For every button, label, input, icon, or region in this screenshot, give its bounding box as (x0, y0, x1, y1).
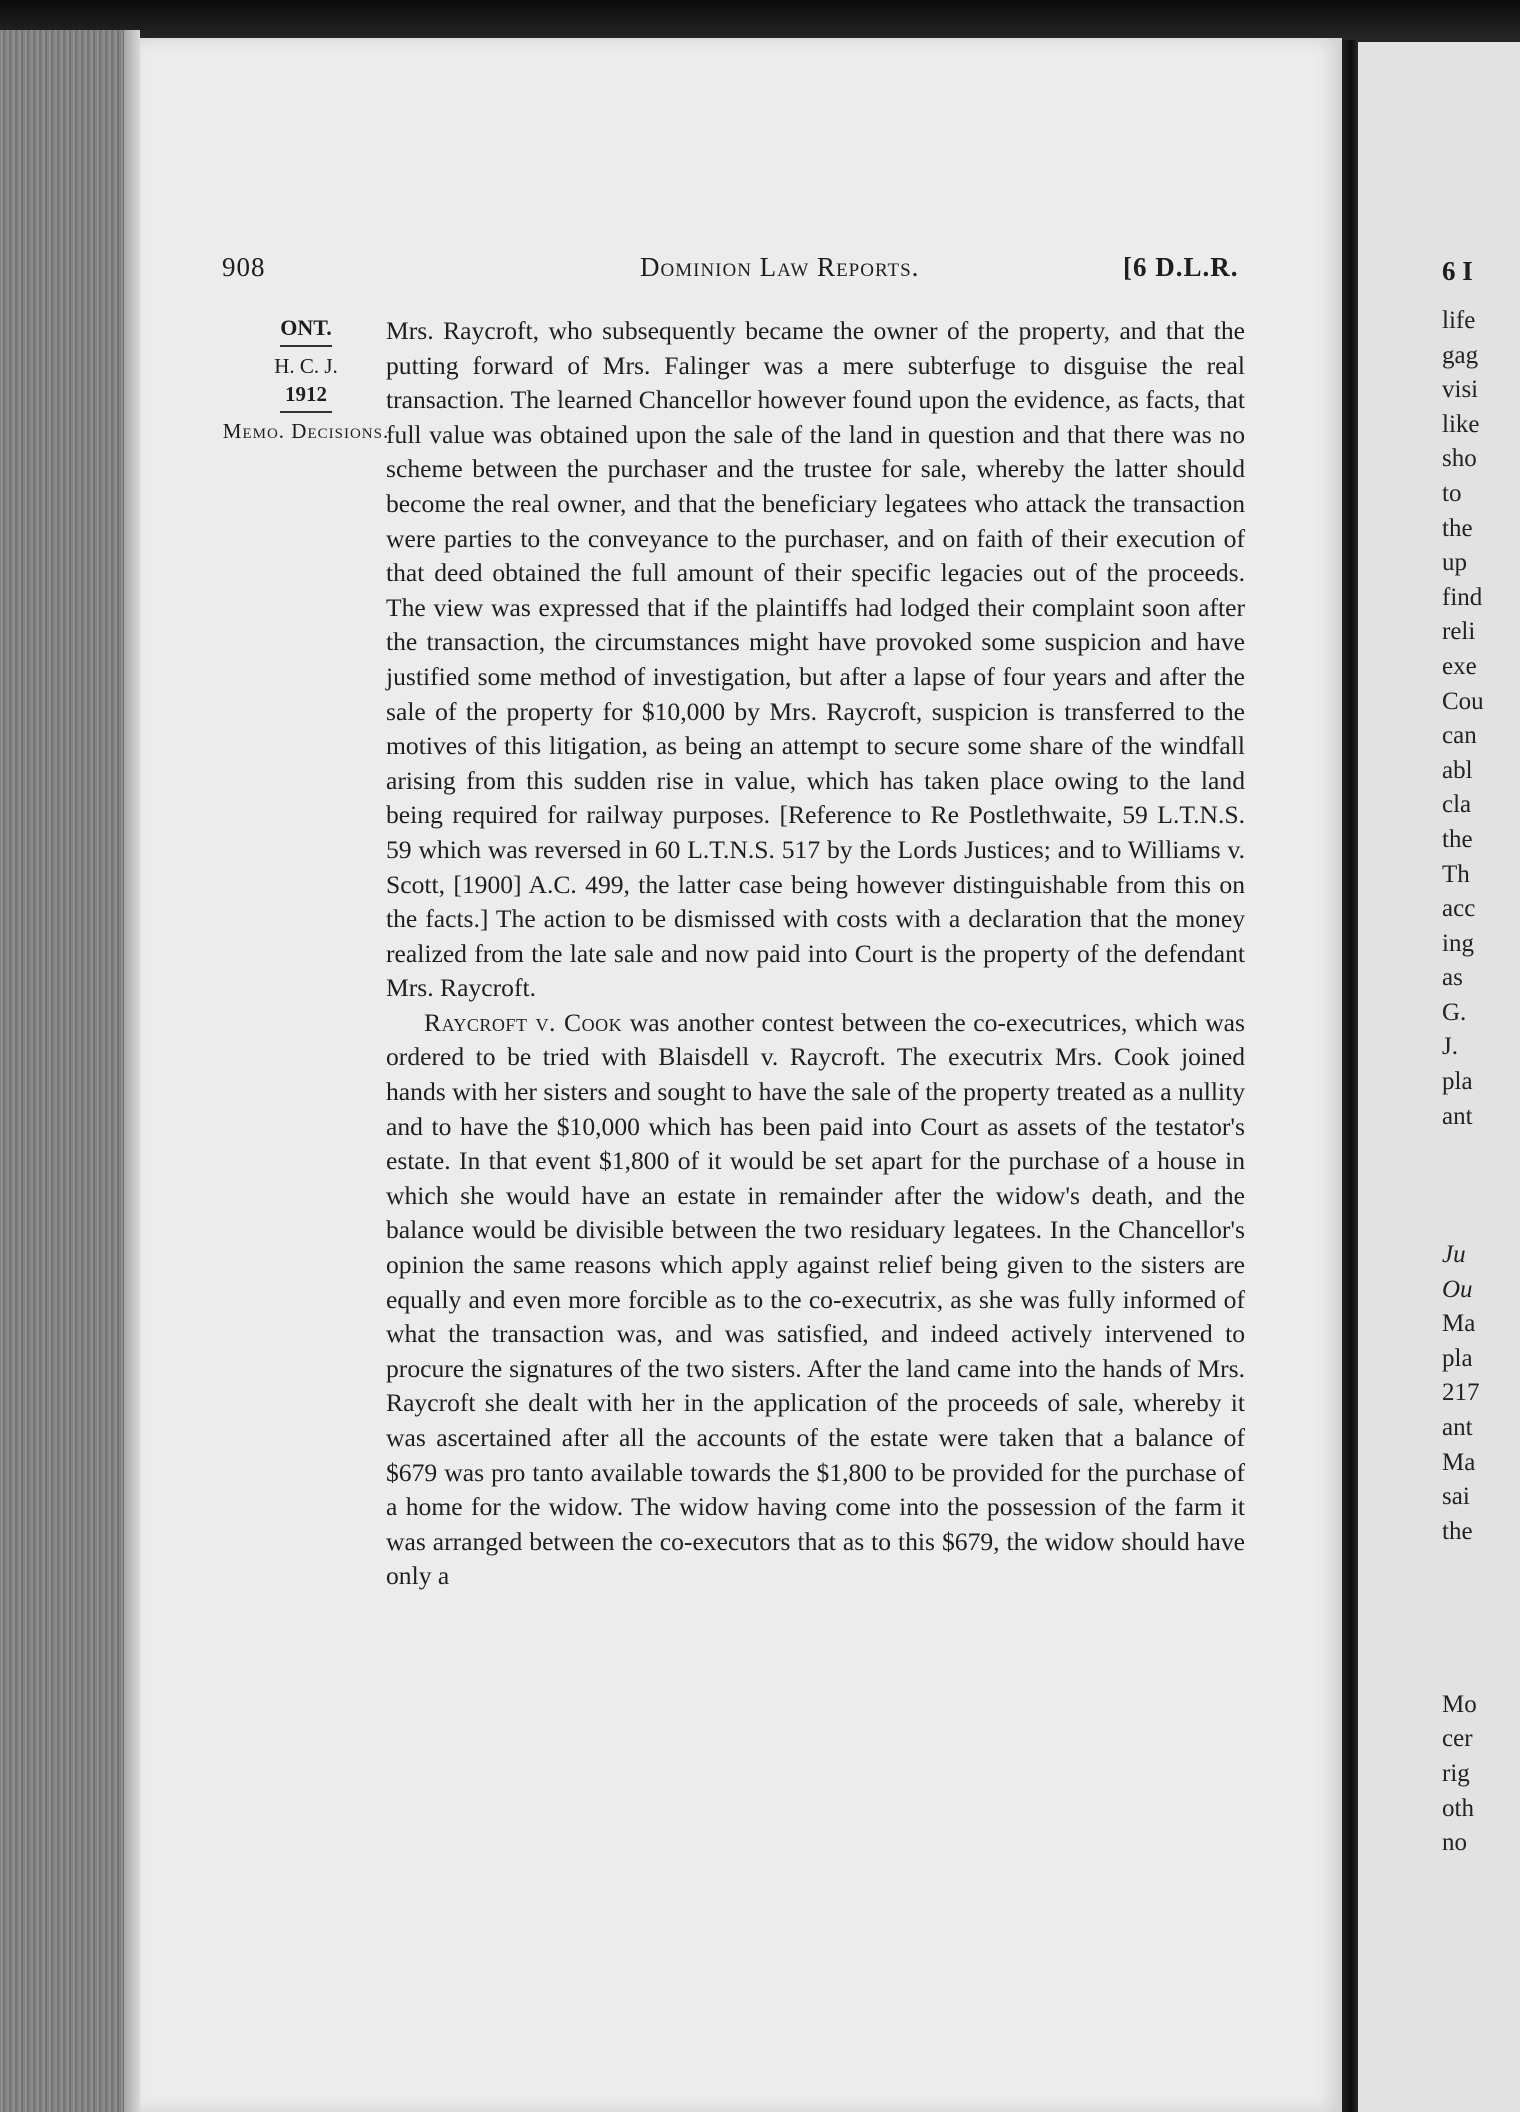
next-page-line: Ma (1442, 1310, 1476, 1338)
next-page-line: reli (1442, 618, 1476, 646)
book-gutter (1342, 40, 1358, 2112)
margin-notes (220, 314, 392, 444)
next-page-line: the (1442, 1517, 1473, 1545)
running-head (140, 252, 1342, 288)
next-page-line: Cou (1442, 687, 1484, 715)
next-page-line: the (1442, 825, 1473, 853)
page-number: 908 (222, 252, 266, 282)
next-page-gap (1442, 1169, 1484, 1204)
next-page-line: up (1442, 549, 1467, 577)
book-page-edges (0, 30, 140, 2112)
margin-section: Memo. Decisions. (222, 419, 390, 443)
next-page-line: oth (1442, 1794, 1474, 1822)
margin-year: 1912 (285, 382, 327, 406)
next-page-line: gag (1442, 341, 1479, 369)
next-page-line: as (1442, 964, 1463, 992)
next-page-line: like (1442, 410, 1480, 438)
right-page-fragment (1358, 42, 1520, 2112)
margin-rule (280, 411, 332, 413)
next-page-line: ant (1442, 1414, 1473, 1441)
next-page-line: Ou (1442, 1275, 1473, 1303)
next-page-line: 217 (1442, 1379, 1480, 1407)
next-page-line: Ma (1442, 1448, 1476, 1476)
next-page-line: G. (1442, 998, 1467, 1026)
next-page-line: life (1442, 307, 1476, 334)
paragraph-2-text: was another contest between the co-executrices, which was ordered to be tried with Blaisdell v. Raycroft. The executrix Mrs. Cook joined hands with her sisters and sought to have the sale of the property treated as a nullity and to have the $10,000 which has been paid into Court as assets of the testator's estate. In that event $1,800 of it would be set apart for the purchase of a house in which she would have an estate in remainder after the widow's death, and the balance would be divisible between the two residuary legatees. In the Chancellor's opinion the same reasons which apply against relief being given to the sisters are equally and even more forcible as to the co-executrix, as she was fully informed of what the transaction was, and was satisfied, and indeed actively intervened to procure the signatures of the two sisters. After the land came into the hands of Mrs. Raycroft she dealt with her in the application of the proceeds of sale, whereby it was ascertained after all the accounts of the estate were taken that a balance of $679 was pro tanto available towards the $1,800 to be provided for the purchase of a home for the widow. The widow having come into the possession of the farm it was arranged between the co-executors that as to this $679, the widow should have only a (386, 1007, 1245, 1591)
next-page-line: sai (1442, 1483, 1470, 1511)
paragraph-2 (386, 1006, 1245, 1594)
next-page-line: find (1442, 583, 1483, 611)
next-page-line: cer (1442, 1725, 1473, 1753)
next-page-gap (1442, 1203, 1484, 1238)
margin-province: ONT. (280, 315, 332, 340)
next-page-gap (1442, 1134, 1484, 1169)
next-page-line: pla (1442, 1344, 1473, 1372)
body-text (386, 314, 1245, 1594)
next-page-running-head: 6 I (1442, 256, 1473, 286)
next-page-line: exe (1442, 652, 1477, 680)
next-page-line: sho (1442, 445, 1477, 473)
next-page-line: Ju (1442, 1241, 1466, 1269)
next-page-gap (1442, 1549, 1484, 1584)
next-page-line: ant (1442, 1102, 1473, 1130)
next-page-line: ing (1442, 929, 1474, 957)
next-page-line: to (1442, 479, 1462, 507)
next-page-gap (1442, 1619, 1484, 1654)
next-page-line: acc (1442, 895, 1476, 923)
next-page-line: pla (1442, 1068, 1473, 1096)
next-page-gap (1442, 1653, 1484, 1688)
next-page-line: can (1442, 722, 1477, 750)
next-page-line: the (1442, 514, 1473, 542)
volume-reference: [6 D.L.R. (1123, 252, 1239, 282)
next-page-line: rig (1442, 1759, 1470, 1787)
next-page-line: visi (1442, 376, 1479, 404)
next-page-line: abl (1442, 756, 1473, 784)
next-page-line: no (1442, 1829, 1467, 1857)
next-page-line: Th (1442, 860, 1470, 888)
journal-title: Dominion Law Reports. (640, 252, 920, 282)
paragraph-1: Mrs. Raycroft, who subsequently became the owner of the property, and that the putting forward of Mrs. Falinger was a mere subterfuge to disguise the real transaction. The learned Chancellor however found upon the evidence, as facts, that full value was obtained upon the sale of the land in question and that there was no scheme between the purchaser and the trustee for sale, whereby the latter should become the real owner, and that the beneficiary legatees who attack the transaction were parties to the conveyance to the purchaser, and on faith of their execution of that deed obtained the full amount of their specific legacies out of the proceeds. The view was expressed that if the plaintiffs had lodged their complaint soon after the transaction, the circumstances might have provoked some suspicion and have justified some method of investigation, but after a lapse of four years and after the sale of the property for $10,000 by Mrs. Raycroft, suspicion is transferred to the motives of this litigation, as being an attempt to secure some share of the windfall arising from this sudden rise in value, which has taken place owing to the land being required for railway purposes. [Reference to Re Postlethwaite, 59 L.T.N.S. 59 which was reversed in 60 L.T.N.S. 517 by the Lords Justices; and to Williams v. Scott, [1900] A.C. 499, the latter case being however distinguishable from this on the facts.] The action to be dismissed with costs with a declaration that the money realized from the late sale and now paid into Court is the property of the defendant Mrs. Raycroft. (386, 316, 1245, 1003)
next-page-gap (1442, 1584, 1484, 1619)
next-page-lines (1442, 304, 1484, 1861)
next-page-line: J. (1442, 1033, 1458, 1061)
case-name: Raycroft v. Cook (424, 1007, 623, 1037)
left-page (140, 38, 1342, 2112)
next-page-line: Mo (1442, 1690, 1477, 1718)
margin-court: H. C. J. (274, 354, 338, 378)
next-page-line: cla (1442, 791, 1472, 819)
margin-rule (280, 345, 332, 347)
